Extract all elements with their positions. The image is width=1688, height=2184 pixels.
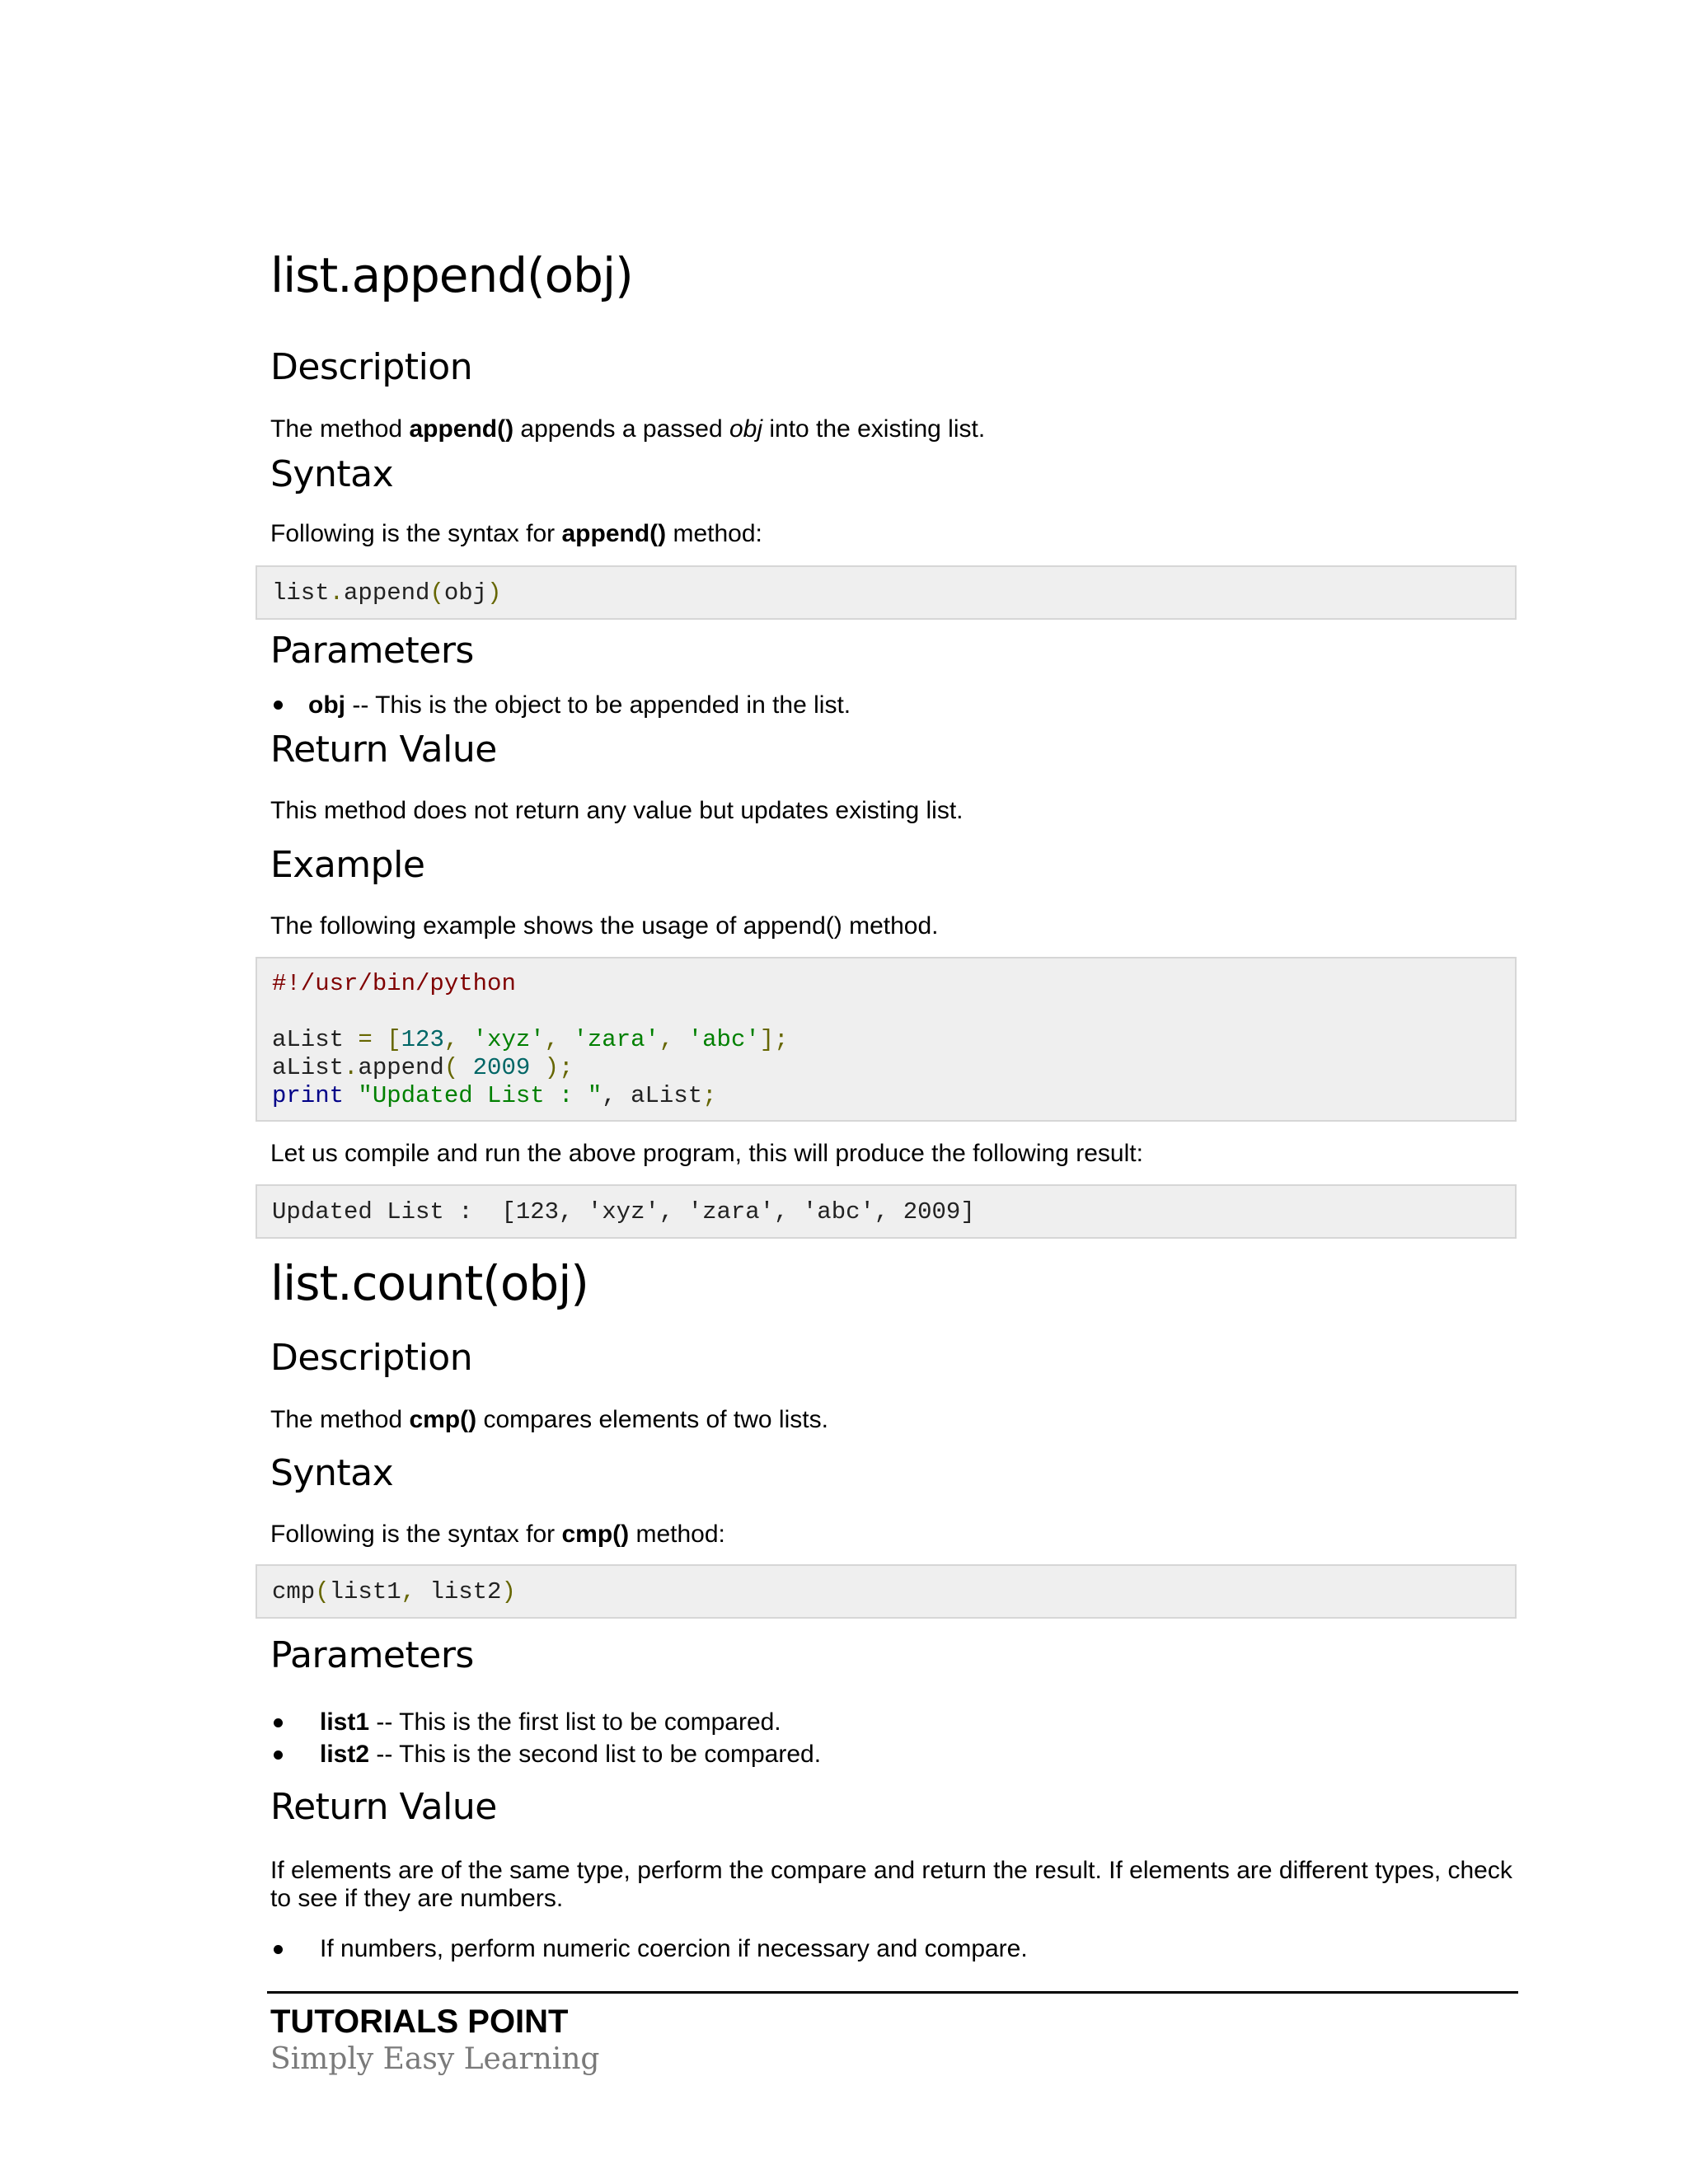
heading-description-1: Description [270, 346, 473, 388]
heading-syntax-2: Syntax [270, 1452, 394, 1494]
page-title-append: list.append(obj) [270, 247, 633, 303]
result-intro: Let us compile and run the above program, this will produce the following result: [270, 1140, 1143, 1167]
heading-parameters-2: Parameters [270, 1634, 474, 1676]
bullet-icon [274, 1718, 283, 1727]
heading-description-2: Description [270, 1337, 473, 1379]
description-text-1: The method append() appends a passed obj into the existing list. [270, 415, 986, 443]
code-line: #!/usr/bin/python [272, 970, 516, 997]
bullet-icon [274, 1945, 283, 1954]
param-item-obj: obj -- This is the object to be appended in the list. [308, 691, 851, 719]
heading-parameters-1: Parameters [270, 630, 474, 672]
return-text-2-line1: If elements are of the same type, perform the compare and return the result. If elements are different types, check [270, 1857, 1512, 1884]
param-item-list2: list2 -- This is the second list to be compared. [320, 1741, 822, 1768]
heading-return-value-2: Return Value [270, 1786, 497, 1828]
param-item-list1: list1 -- This is the first list to be compared. [320, 1708, 781, 1736]
example-intro: The following example shows the usage of append() method. [270, 912, 939, 940]
syntax-intro-1: Following is the syntax for append() method: [270, 520, 762, 547]
syntax-intro-2: Following is the syntax for cmp() method: [270, 1521, 725, 1548]
code-line: list.append(obj) [272, 579, 502, 607]
description-text-2: The method cmp() compares elements of two lists. [270, 1406, 828, 1433]
return-bullet-item: If numbers, perform numeric coercion if necessary and compare. [320, 1935, 1028, 1962]
example-code-block [256, 957, 1517, 1122]
heading-example: Example [270, 844, 425, 886]
code-line: aList.append( 2009 ); [272, 1054, 574, 1081]
code-line: print "Updated List : ", aList; [272, 1082, 717, 1109]
page-title-count: list.count(obj) [270, 1255, 588, 1311]
code-line: Updated List : [123, 'xyz', 'zara', 'abc', 2009] [272, 1198, 975, 1226]
return-text-1: This method does not return any value but updates existing list. [270, 797, 964, 824]
syntax-code-block-1 [256, 565, 1517, 620]
return-text-2-line2: to see if they are numbers. [270, 1885, 564, 1912]
result-code-block [256, 1184, 1517, 1239]
heading-syntax-1: Syntax [270, 453, 394, 495]
footer-divider [267, 1991, 1518, 1994]
syntax-code-block-2 [256, 1564, 1517, 1619]
heading-return-value-1: Return Value [270, 729, 497, 771]
bullet-icon [274, 701, 283, 710]
code-line: aList = [123, 'xyz', 'zara', 'abc']; [272, 1026, 789, 1053]
footer-tagline: Simply Easy Learning [270, 2042, 600, 2076]
footer-brand: TUTORIALS POINT [270, 2004, 569, 2040]
bullet-icon [274, 1750, 283, 1760]
code-line: cmp(list1, list2) [272, 1578, 516, 1605]
